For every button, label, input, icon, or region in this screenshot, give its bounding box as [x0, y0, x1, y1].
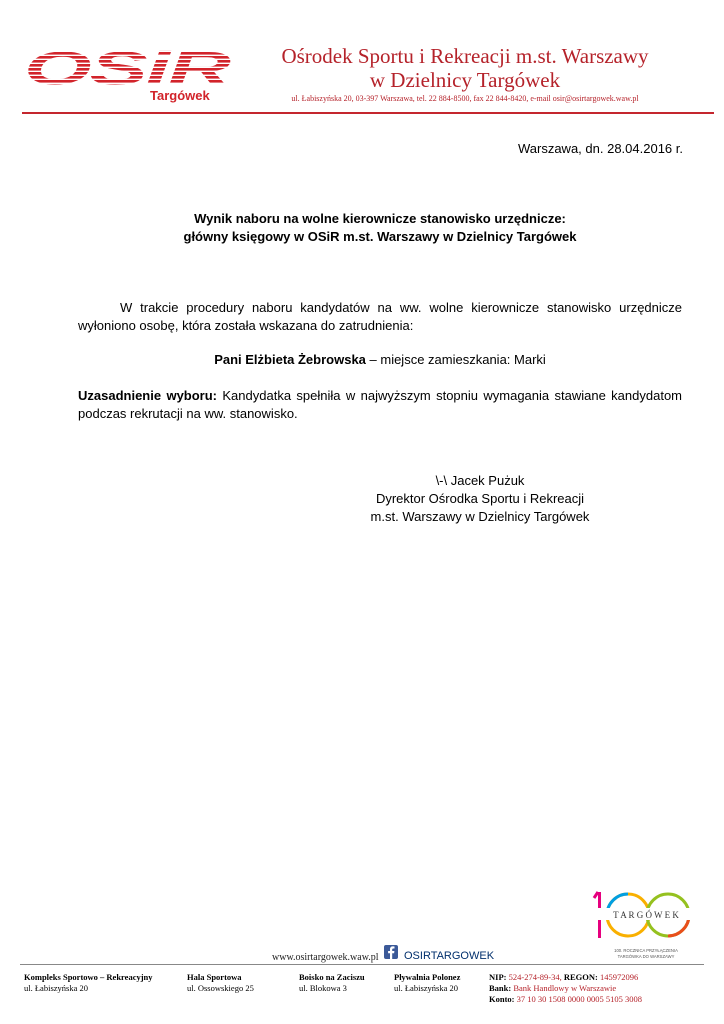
footer-column-title: Kompleks Sportowo – Rekreacyjny	[24, 972, 153, 982]
footer-bank	[489, 983, 642, 994]
jubilee-logo-caption2: TARGÓWKA DO WARSZAWY	[617, 954, 675, 959]
footer-column-address: ul. Łabiszyńska 20	[394, 983, 458, 993]
svg-text:OSiR: OSiR	[24, 44, 231, 94]
website-link[interactable]: www.osirtargowek.waw.pl	[272, 952, 379, 963]
heading-line1: Wynik naboru na wolne kierownicze stanowisko urzędnicze:	[194, 211, 566, 226]
footer-column-title: Boisko na Zaciszu	[299, 972, 365, 982]
signature-title: Dyrektor Ośrodka Sportu i Rekreacji	[375, 491, 585, 506]
bank-label: Bank:	[489, 983, 512, 993]
justification-paragraph	[78, 387, 682, 423]
footer-account	[489, 994, 642, 1005]
justification-label: Uzasadnienie wyboru:	[78, 388, 218, 403]
footer-column-title: Pływalnia Polonez	[394, 972, 461, 982]
justification-text: Kandydatka spełniła w najwyższym stopniu wymagania stawiane kandydatom podczas rekrutacji na ww. stanowisko.	[78, 388, 682, 421]
facebook-icon[interactable]	[384, 945, 398, 959]
regon-value: 145972096	[597, 972, 639, 982]
nip-value: 524-274-89-34,	[506, 972, 564, 982]
selected-person-line	[78, 351, 682, 369]
footer-column-title: Hala Sportowa	[187, 972, 242, 982]
regon-label: REGON:	[563, 972, 598, 982]
header-divider	[22, 112, 714, 114]
person-name: Pani Elżbieta Żebrowska	[214, 352, 366, 367]
nip-label: NIP:	[489, 972, 507, 982]
person-residence: – miejsce zamieszkania: Marki	[365, 352, 546, 367]
footer-column-address: ul. Blokowa 3	[299, 983, 347, 993]
signature-name: \-\ Jacek Pużuk	[435, 473, 525, 488]
footer-column-complex	[24, 972, 153, 994]
logo-subtitle: Targówek	[150, 88, 210, 103]
org-title-line1: Ośrodek Sportu i Rekreacji m.st. Warszawy	[281, 44, 649, 68]
konto-label: Konto:	[489, 994, 515, 1004]
facebook-page-name[interactable]: OSIRTARGOWEK	[404, 950, 495, 962]
footer-column-field	[299, 972, 365, 994]
footer-column-pool	[394, 972, 460, 994]
targowek-100-logo	[590, 888, 702, 962]
footer-nip-regon	[489, 972, 642, 983]
footer-divider	[20, 964, 704, 965]
jubilee-logo-word: T A R G Ó W E K	[613, 910, 679, 920]
intro-paragraph: W trakcie procedury naboru kandydatów na ww. wolne kierownicze stanowisko urzędnicze wyłoniono osobę, która została wskazana do zatrudnienia:	[78, 300, 682, 333]
org-address: ul. Łabiszyńska 20, 03-397 Warszawa, tel. 22 884-8500, fax 22 844-8420, e-mail osir@osirtargowek.waw.pl	[291, 94, 639, 103]
footer-column-address: ul. Łabiszyńska 20	[24, 983, 88, 993]
konto-value: 37 10 30 1508 0000 0005 5105 3008	[514, 994, 642, 1004]
heading-line2: główny księgowy w OSiR m.st. Warszawy w Dzielnicy Targówek	[183, 229, 577, 244]
footer-company-details	[489, 972, 642, 1005]
date-line: Warszawa, dn. 28.04.2016 r.	[517, 141, 683, 156]
bank-value: Bank Handlowy w Warszawie	[511, 983, 617, 993]
signature-organization: m.st. Warszawy w Dzielnicy Targówek	[370, 509, 590, 524]
org-title-line2: w Dzielnicy Targówek	[369, 68, 561, 92]
footer-column-hall	[187, 972, 254, 994]
signature-block	[330, 472, 630, 526]
footer-column-address: ul. Ossowskiego 25	[187, 983, 254, 993]
jubilee-logo-caption1: 100. ROCZNICA PRZYŁĄCZENIA	[614, 948, 678, 953]
